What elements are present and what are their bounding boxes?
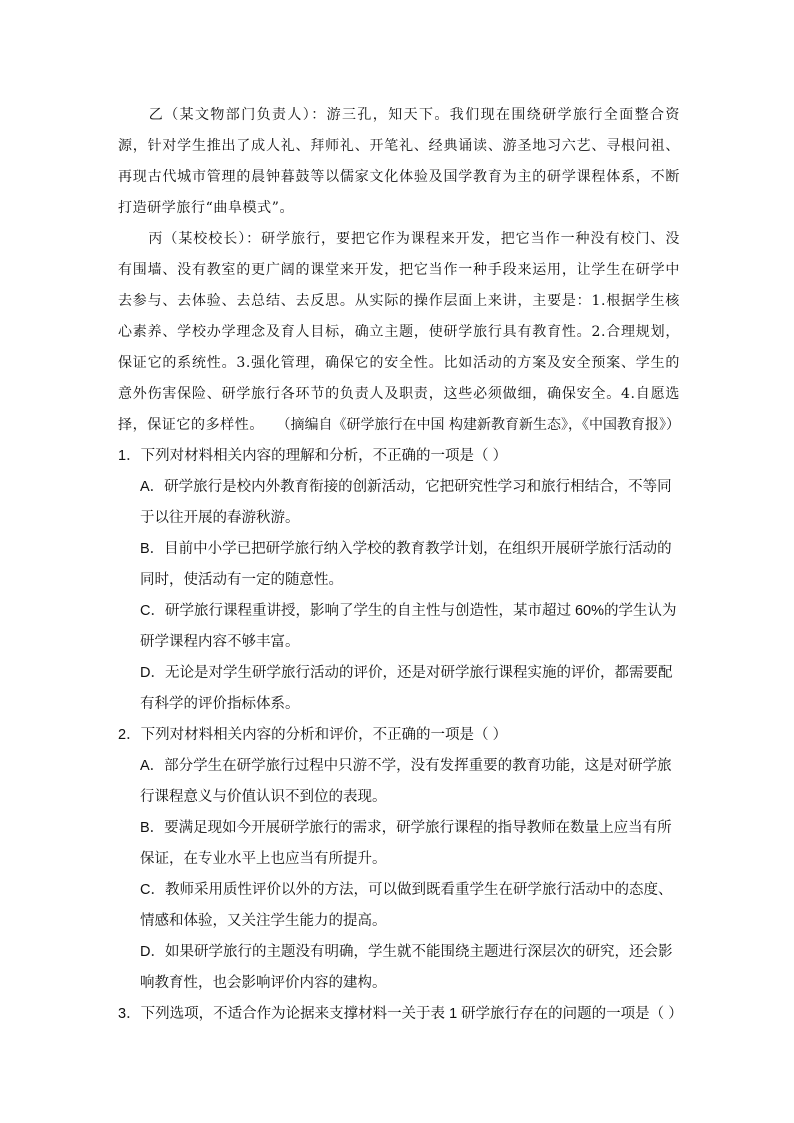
question-2-option-b: B．要满足现如今开展研学旅行的需求，研学旅行课程的指导教师在数量上应当有所保证，在专业水平上也应当有所提升。 — [140, 820, 672, 867]
question-2-option-a: A．部分学生在研学旅行过程中只游不学，没有发挥重要的教育功能，这是对研学旅行课程意义与价值认识不到位的表现。 — [140, 758, 672, 805]
material-source: （摘编自《研学旅行在中国 构建新教育新生态》，《中国教育报》） — [276, 417, 680, 433]
question-2-option-c: C．教师采用质性评价以外的方法，可以做到既看重学生在研学旅行活动中的态度、情感和体验，又关注学生能力的提高。 — [140, 882, 673, 929]
question-3-stem: 3．下列选项，不适合作为论据来支撑材料一关于表 1 研学旅行存在的问题的一项是（ ） — [118, 1006, 683, 1022]
material-paragraph-yi: 乙（某文物部门负责人）：游三孔，知天下。我们现在围绕研学旅行全面整合资源，针对学生推出了成人礼、拜师礼、开笔礼、经典诵读、游圣地习六艺、寻根问祖、再现古代城市管理的晨钟暮鼓等以儒家文化体验及国学教育为主的研学课程体系，不断打造研学旅行“曲阜模式”。 — [118, 107, 680, 216]
question-2-stem: 2．下列对材料相关内容的分析和评价，不正确的一项是（ ） — [118, 727, 508, 743]
question-2-option-d: D．如果研学旅行的主题没有明确，学生就不能围绕主题进行深层次的研究，还会影响教育性，也会影响评价内容的建构。 — [140, 944, 673, 991]
question-1-option-b: B．目前中小学已把研学旅行纳入学校的教育教学计划，在组织开展研学旅行活动的同时，使活动有一定的随意性。 — [140, 541, 672, 588]
question-1-option-a: A．研学旅行是校内外教育衔接的创新活动，它把研究性学习和旅行相结合，不等同于以往开展的春游秋游。 — [140, 479, 672, 526]
question-1-option-c: C．研学旅行课程重讲授，影响了学生的自主性与创造性，某市超过 60%的学生认为研学课程内容不够丰富。 — [140, 603, 677, 650]
question-1-option-d: D．无论是对学生研学旅行活动的评价，还是对研学旅行课程实施的评价，都需要配有科学的评价指标体系。 — [140, 665, 673, 712]
material-paragraph-bing: 丙（某校校长）：研学旅行，要把它作为课程来开发，把它当作一种没有校门、没有围墙、没有教室的更广阔的课堂来开发，把它当作一种手段来运用，让学生在研学中去参与、去体验、去总结、去反思。从实际的操作层面上来讲，主要是：1.根据学生核心素养、学校办学理念及育人目标，确立主题，使研学旅行具有教育性。2.合理规划，保证它的系统性。3.强化管理，确保它的安全性。比如活动的方案及安全预案、学生的意外伤害保险、研学旅行各环节的负责人及职责，这些必须做细，确保安全。4.自愿选择，保证它的多样性。 — [118, 231, 680, 433]
question-1-stem: 1．下列对材料相关内容的理解和分析，不正确的一项是（ ） — [118, 448, 508, 464]
